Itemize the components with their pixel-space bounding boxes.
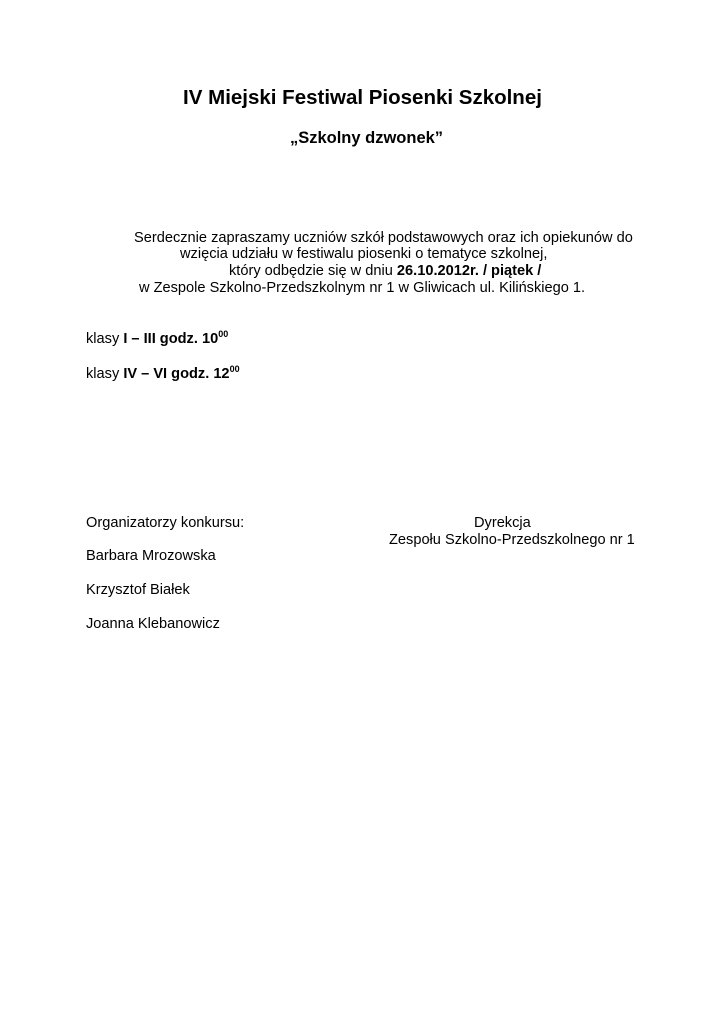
invitation-line-4: w Zespole Szkolno-Przedszkolnym nr 1 w Gliwicach ul. Kilińskiego 1. [139, 280, 586, 296]
schedule-classes: I – III godz. 10 [123, 331, 219, 347]
subtitle-text: „Szkolny dzwonek” [289, 129, 444, 147]
document-title: IV Miejski Festiwal Piosenki Szkolnej [183, 86, 542, 109]
schedule-minutes: 00 [229, 364, 240, 374]
schedule-item-1 [86, 331, 228, 348]
signature-line-2: Zespołu Szkolno-Przedszkolnego nr 1 [389, 532, 635, 548]
schedule-prefix: klasy [86, 331, 124, 347]
signature-line-1: Dyrekcja [474, 515, 531, 531]
document-subtitle [0, 129, 725, 148]
organizer-name: Krzysztof Białek [86, 582, 190, 598]
schedule-prefix: klasy [86, 366, 124, 382]
organizers-label: Organizatorzy konkursu: [86, 515, 245, 531]
schedule-item-2 [86, 366, 240, 383]
invitation-date-prefix: który odbędzie się w dniu [229, 263, 397, 279]
invitation-line-1: Serdecznie zapraszamy uczniów szkół podstawowych oraz ich opiekunów do [134, 230, 633, 246]
invitation-line-2: wzięcia udziału w festiwalu piosenki o tematyce szkolnej, [180, 246, 548, 262]
invitation-date: 26.10.2012r. / piątek / [396, 263, 542, 279]
organizer-name: Joanna Klebanowicz [86, 616, 220, 632]
invitation-line-3 [229, 263, 541, 280]
organizer-name: Barbara Mrozowska [86, 548, 216, 564]
schedule-classes: IV – VI godz. 12 [123, 366, 230, 382]
schedule-minutes: 00 [218, 329, 229, 339]
